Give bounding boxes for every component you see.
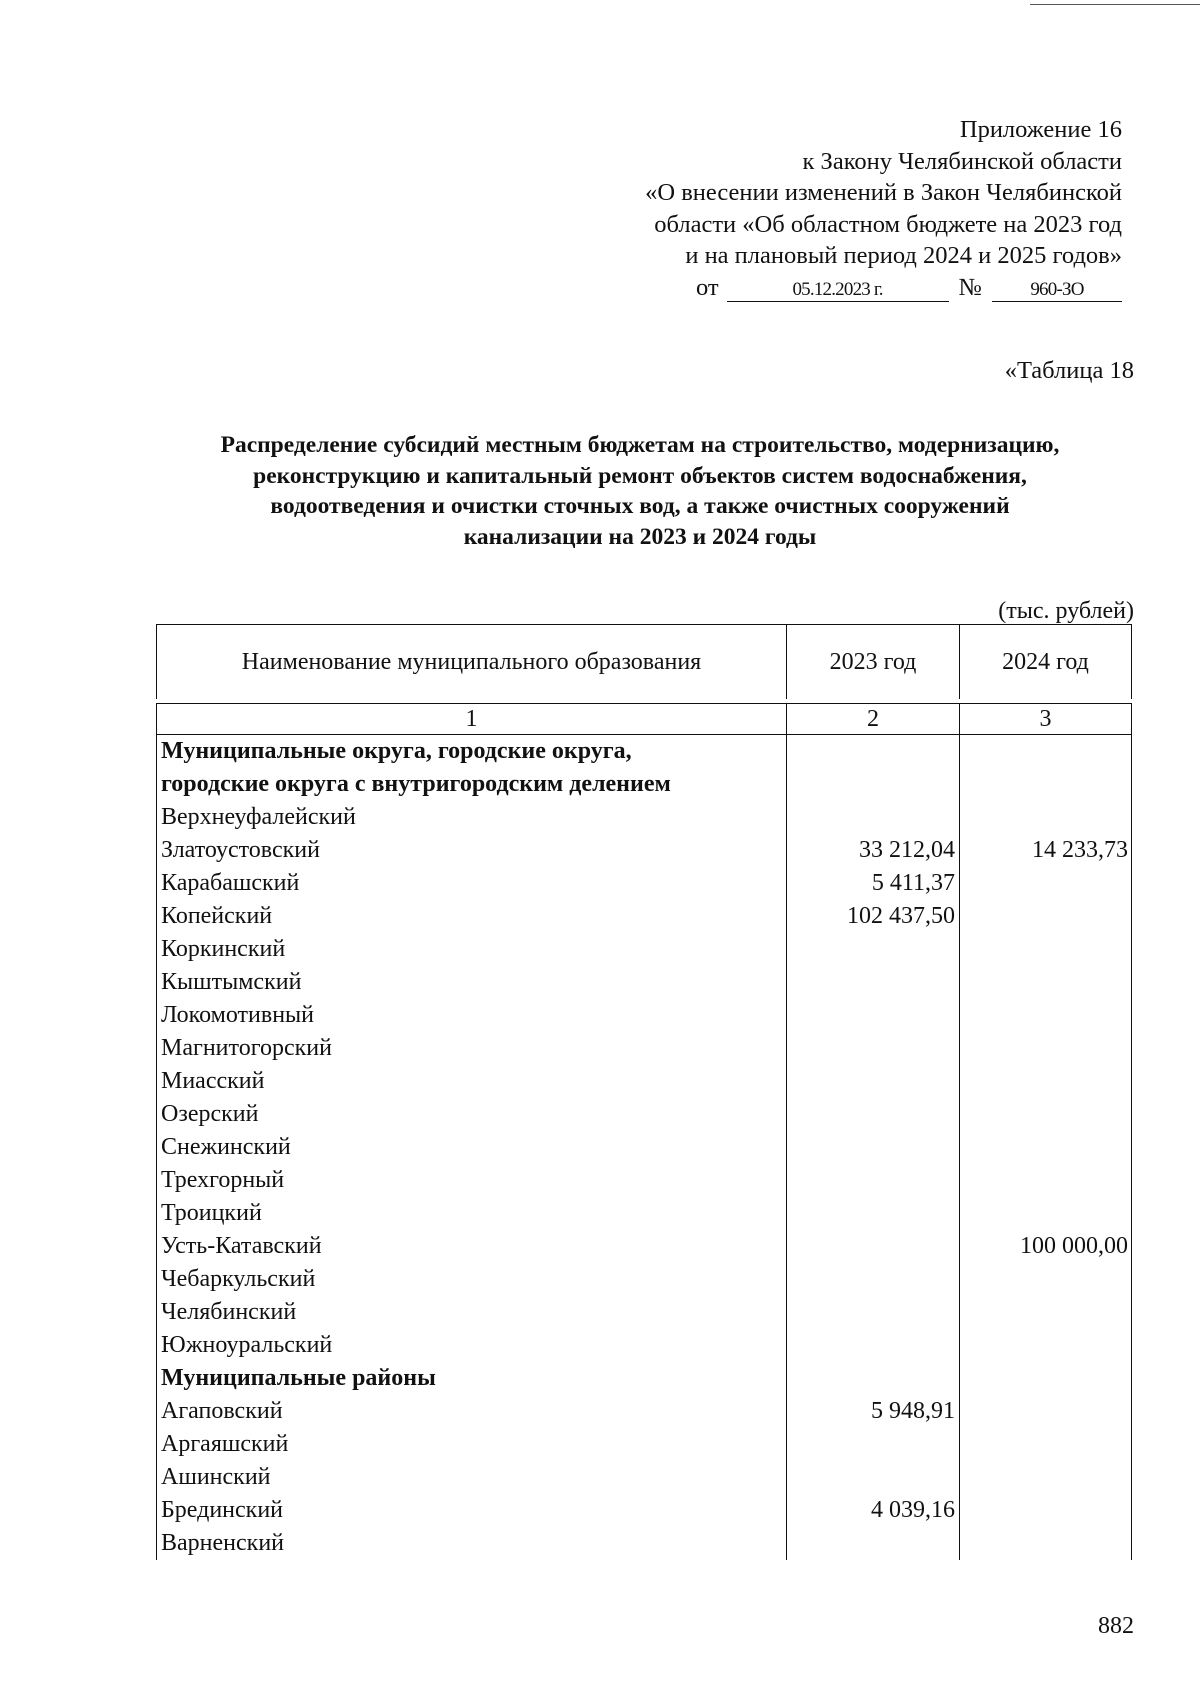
row-2023-cell	[787, 1164, 960, 1197]
row-2023-cell: 33 212,04	[787, 834, 960, 867]
row-2024-cell	[960, 768, 1131, 801]
row-name-cell: Муниципальные округа, городские округа,	[157, 735, 787, 768]
appendix-line-3: «О внесении изменений в Закон Челябинской	[645, 179, 1122, 206]
table-row	[157, 867, 1131, 900]
row-2024-cell	[960, 1131, 1131, 1164]
row-2024-cell	[960, 966, 1131, 999]
row-2024-cell	[960, 1032, 1131, 1065]
row-2024-cell	[960, 1263, 1131, 1296]
row-name-cell: Агаповский	[157, 1395, 787, 1428]
table-row	[157, 1395, 1131, 1428]
row-2023-cell	[787, 1362, 960, 1395]
title-line-4: канализации на 2023 и 2024 годы	[463, 523, 817, 550]
row-2023-cell	[787, 1032, 960, 1065]
row-2023-cell	[787, 966, 960, 999]
table-row	[157, 1296, 1131, 1329]
header-2024: 2024 год	[1002, 648, 1089, 675]
row-2024-cell	[960, 999, 1131, 1032]
table-row	[157, 900, 1131, 933]
column-number-3: 3	[1039, 706, 1052, 732]
row-2023-cell	[787, 1065, 960, 1098]
row-name-cell: Троицкий	[157, 1197, 787, 1230]
row-2024-cell	[960, 1164, 1131, 1197]
row-name-cell: Карабашский	[157, 867, 787, 900]
row-2023-cell	[787, 999, 960, 1032]
row-name-cell: городские округа с внутригородским делением	[157, 768, 787, 801]
row-name-cell: Верхнеуфалейский	[157, 801, 787, 834]
table-section-row	[157, 768, 1131, 801]
table-row	[157, 801, 1131, 834]
number-prefix: №	[958, 273, 982, 301]
row-2023-cell	[787, 1461, 960, 1494]
row-2024-cell	[960, 735, 1131, 768]
row-2024-cell	[960, 1065, 1131, 1098]
table-row	[157, 1263, 1131, 1296]
row-name-cell: Миасский	[157, 1065, 787, 1098]
row-2023-cell	[787, 1296, 960, 1329]
row-name-cell: Чебаркульский	[157, 1263, 787, 1296]
row-name-cell: Локомотивный	[157, 999, 787, 1032]
table-row	[157, 1098, 1131, 1131]
row-name-cell: Кыштымский	[157, 966, 787, 999]
row-2024-cell	[960, 1395, 1131, 1428]
number-field: 960-ЗО	[992, 279, 1122, 302]
top-edge-line	[1030, 4, 1200, 5]
row-name-cell: Снежинский	[157, 1131, 787, 1164]
row-2024-cell	[960, 1329, 1131, 1362]
appendix-line-2: к Закону Челябинской области	[802, 147, 1122, 175]
table-body	[156, 735, 1132, 1560]
row-2024-cell	[960, 1527, 1131, 1560]
row-name-cell: Челябинский	[157, 1296, 787, 1329]
row-name-cell: Муниципальные районы	[157, 1362, 787, 1395]
table-header	[156, 624, 1132, 699]
row-2023-cell	[787, 933, 960, 966]
table-row	[157, 1230, 1131, 1263]
table-row	[157, 1032, 1131, 1065]
table-row	[157, 1428, 1131, 1461]
table-row	[157, 1164, 1131, 1197]
table-row	[157, 834, 1131, 867]
row-2024-cell	[960, 900, 1131, 933]
page-number: 882	[1098, 1613, 1134, 1639]
table-row	[157, 933, 1131, 966]
row-2023-cell	[787, 1098, 960, 1131]
title-line-1: Распределение субсидий местным бюджетам на строительство, модернизацию,	[220, 432, 1060, 458]
row-name-cell: Коркинский	[157, 933, 787, 966]
row-name-cell: Аргаяшский	[157, 1428, 787, 1461]
row-2023-cell: 4 039,16	[787, 1494, 960, 1527]
row-2023-cell	[787, 1527, 960, 1560]
date-prefix: от	[695, 273, 719, 301]
row-2023-cell	[787, 1230, 960, 1263]
row-name-cell: Златоустовский	[157, 834, 787, 867]
row-2024-cell	[960, 1494, 1131, 1527]
row-name-cell: Южноуральский	[157, 1329, 787, 1362]
row-2024-cell	[960, 1362, 1131, 1395]
date-field: 05.12.2023 г.	[727, 279, 949, 302]
row-name-cell: Ашинский	[157, 1461, 787, 1494]
subsidy-table	[156, 624, 1132, 1560]
title-line-2: реконструкцию и капитальный ремонт объектов систем водоснабжения,	[253, 462, 1027, 489]
header-name: Наименование муниципального образования	[157, 625, 787, 699]
row-2023-cell	[787, 735, 960, 768]
unit-label: (тыс. рублей)	[998, 598, 1134, 624]
row-2024-cell: 14 233,73	[1032, 837, 1128, 863]
row-name-cell: Трехгорный	[157, 1164, 787, 1197]
row-2023-cell	[787, 1329, 960, 1362]
row-2023-cell: 5 411,37	[787, 867, 960, 900]
table-label: «Таблица 18	[1004, 357, 1134, 384]
appendix-line-4: области «Об областном бюджете на 2023 год	[654, 210, 1122, 238]
header-2023: 2023 год	[787, 625, 960, 699]
table-row	[157, 1461, 1131, 1494]
row-name-cell: Магнитогорский	[157, 1032, 787, 1065]
row-2024-cell	[960, 1296, 1131, 1329]
column-number-1: 1	[157, 704, 787, 734]
row-2023-cell	[787, 1428, 960, 1461]
row-2023-cell: 5 948,91	[787, 1395, 960, 1428]
row-2024-cell	[960, 801, 1131, 834]
table-row	[157, 1329, 1131, 1362]
table-section-row	[157, 1362, 1131, 1395]
row-2023-cell: 102 437,50	[787, 900, 960, 933]
table-row	[157, 966, 1131, 999]
row-2023-cell	[787, 801, 960, 834]
row-2023-cell	[787, 1263, 960, 1296]
table-row	[157, 1131, 1131, 1164]
table-row	[157, 1494, 1131, 1527]
row-name-cell: Варненский	[157, 1527, 787, 1560]
title-line-3: водоотведения и очистки сточных вод, а также очистных сооружений	[270, 493, 1010, 519]
row-name-cell: Усть-Катавский	[157, 1230, 787, 1263]
row-2024-cell	[960, 1197, 1131, 1230]
row-2024-cell	[960, 1428, 1131, 1461]
row-name-cell: Озерский	[157, 1098, 787, 1131]
appendix-date-row	[562, 272, 1122, 304]
table-row	[157, 1065, 1131, 1098]
column-numbers-row	[156, 703, 1132, 735]
row-2024-cell	[960, 1098, 1131, 1131]
row-2024-cell	[960, 1461, 1131, 1494]
table-row	[157, 1197, 1131, 1230]
table-section-row	[157, 735, 1131, 768]
row-name-cell: Копейский	[157, 900, 787, 933]
table-row	[157, 1527, 1131, 1560]
appendix-line-1: Приложение 16	[959, 116, 1122, 143]
table-row	[157, 999, 1131, 1032]
appendix-reference	[562, 114, 1122, 303]
row-name-cell: Брединский	[157, 1494, 787, 1527]
row-2023-cell	[787, 1131, 960, 1164]
document-title	[150, 430, 1130, 552]
column-number-2: 2	[787, 704, 960, 734]
row-2024-cell: 100 000,00	[1020, 1233, 1128, 1259]
row-2024-cell	[960, 867, 1131, 900]
row-2023-cell	[787, 1197, 960, 1230]
row-2023-cell	[787, 768, 960, 801]
row-2024-cell	[960, 933, 1131, 966]
appendix-line-5: и на плановый период 2024 и 2025 годов»	[685, 242, 1122, 269]
